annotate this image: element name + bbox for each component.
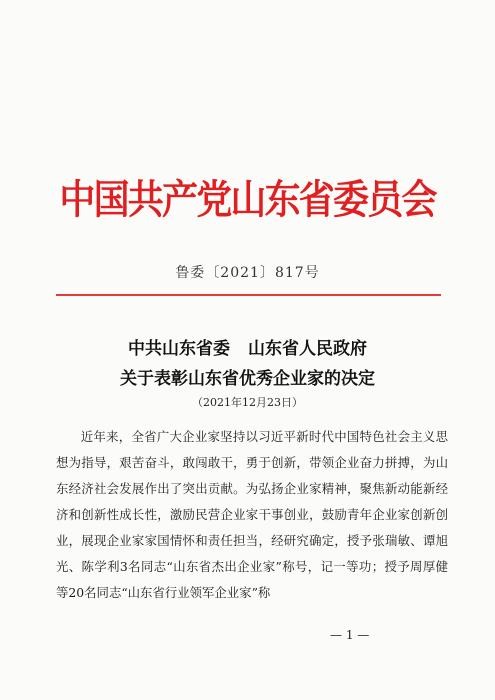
page-number: — 1 — bbox=[330, 628, 370, 642]
red-divider-line bbox=[56, 294, 441, 296]
document-date: （2021年12月23日） bbox=[192, 396, 303, 409]
issuer-provincial-government: 山东省人民政府 bbox=[248, 339, 367, 359]
body-paragraph: 近年来，全省广大企业家坚持以习近平新时代中国特色社会主义思想为指导，艰苦奋斗，敢闯敢干，勇于创新，带领企业奋力拼搏，为山东经济社会发展作出了突出贡献。为弘扬企业家精神，聚焦新动能新经济和创新性成长性，激励民营企业家干事创业，鼓励青年企业家创新创业，展现企业家家国情怀和责任担当，经研究确定，授予张瑞敏、谭旭光、陈学利3名同志“山东省杰出企业家”称号，记一等功；授予周厚健等20名同志“山东省行业领军企业家”称 bbox=[56, 429, 448, 600]
document-number: 鲁委〔2021〕817号 bbox=[175, 265, 320, 281]
issuer-header: 中国共产党山东省委员会 bbox=[59, 177, 436, 223]
issuer-party-committee: 中共山东省委 bbox=[128, 339, 230, 359]
document-title-line1 bbox=[0, 334, 495, 359]
document-title-line2: 关于表彰山东省优秀企业家的决定 bbox=[120, 369, 375, 389]
